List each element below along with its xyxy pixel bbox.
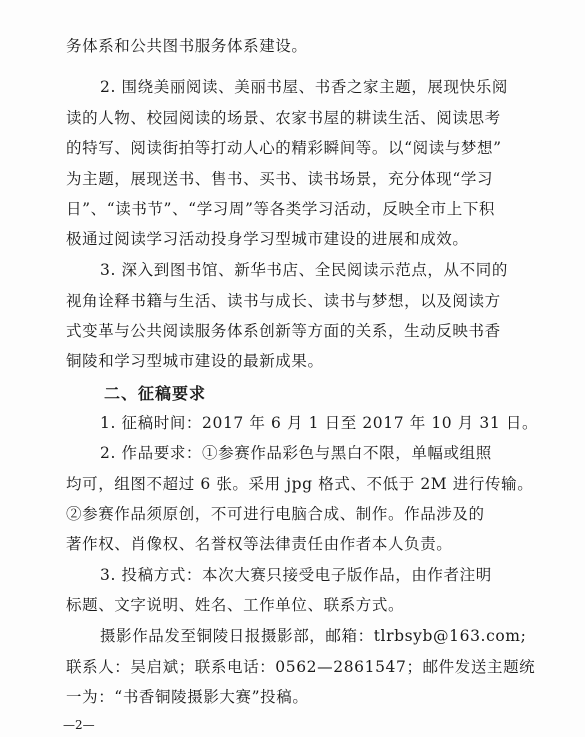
paragraph-line: 2. 作品要求：①参赛作品彩色与黑白不限，单幅或组照 [100,444,492,462]
paragraph-line: 视角诠释书籍与生活、读书与成长、读书与梦想，以及阅读方 [66,292,501,310]
paragraph-line: 式变革与公共阅读服务体系创新等方面的关系，生动反映书香 [66,322,501,340]
paragraph-line: 均可，组图不超过 6 张。采用 jpg 格式、不低于 2M 进行传输。 [66,475,534,493]
paragraph-line: ②参赛作品须原创，不可进行电脑合成、制作。作品涉及的 [66,505,485,523]
paragraph-line: 3. 投稿方式：本次大赛只接受电子版作品，由作者注明 [100,566,492,584]
paragraph-line: 的特写、阅读街拍等打动人心的精彩瞬间等。以“阅读与梦想” [66,139,502,157]
paragraph-line: 务体系和公共图书服务体系建设。 [66,37,308,55]
paragraph-line: 读的人物、校园阅读的场景、农家书屋的耕读生活、阅读思考 [66,109,501,127]
page-number: —2— [63,718,95,732]
paragraph-line: 著作权、肖像权、名誉权等法律责任由作者本人负责。 [66,535,453,553]
paragraph-line: 联系人：吴启斌；联系电话：0562—2861547；邮件发送主题统 [66,658,536,676]
paragraph-line: 3. 深入到图书馆、新华书店、全民阅读示范点，从不同的 [100,261,508,279]
paragraph-line: 日”、“读书节”、“学习周”等各类学习活动，反映全市上下积 [66,200,496,218]
paragraph-line: 极通过阅读学习活动投身学习型城市建设的进展和成效。 [66,230,469,248]
paragraph-line: 一为：“书香铜陵摄影大赛”投稿。 [66,688,309,706]
paragraph-line: 摄影作品发至铜陵日报摄影部，邮箱：tlrbsyb@163.com; [100,627,527,645]
paragraph-line: 1. 征稿时间：2017 年 6 月 1 日至 2017 年 10 月 31 日。 [100,414,539,432]
paragraph-line: 标题、文字说明、姓名、工作单位、联系方式。 [66,596,405,614]
section-heading: 二、征稿要求 [104,384,207,403]
paragraph-line: 2. 围绕美丽阅读、美丽书屋、书香之家主题，展现快乐阅 [100,78,508,96]
paragraph-line: 铜陵和学习型城市建设的最新成果。 [66,352,324,370]
paragraph-line: 为主题，展现送书、售书、买书、读书场景，充分体现“学习 [66,170,494,188]
